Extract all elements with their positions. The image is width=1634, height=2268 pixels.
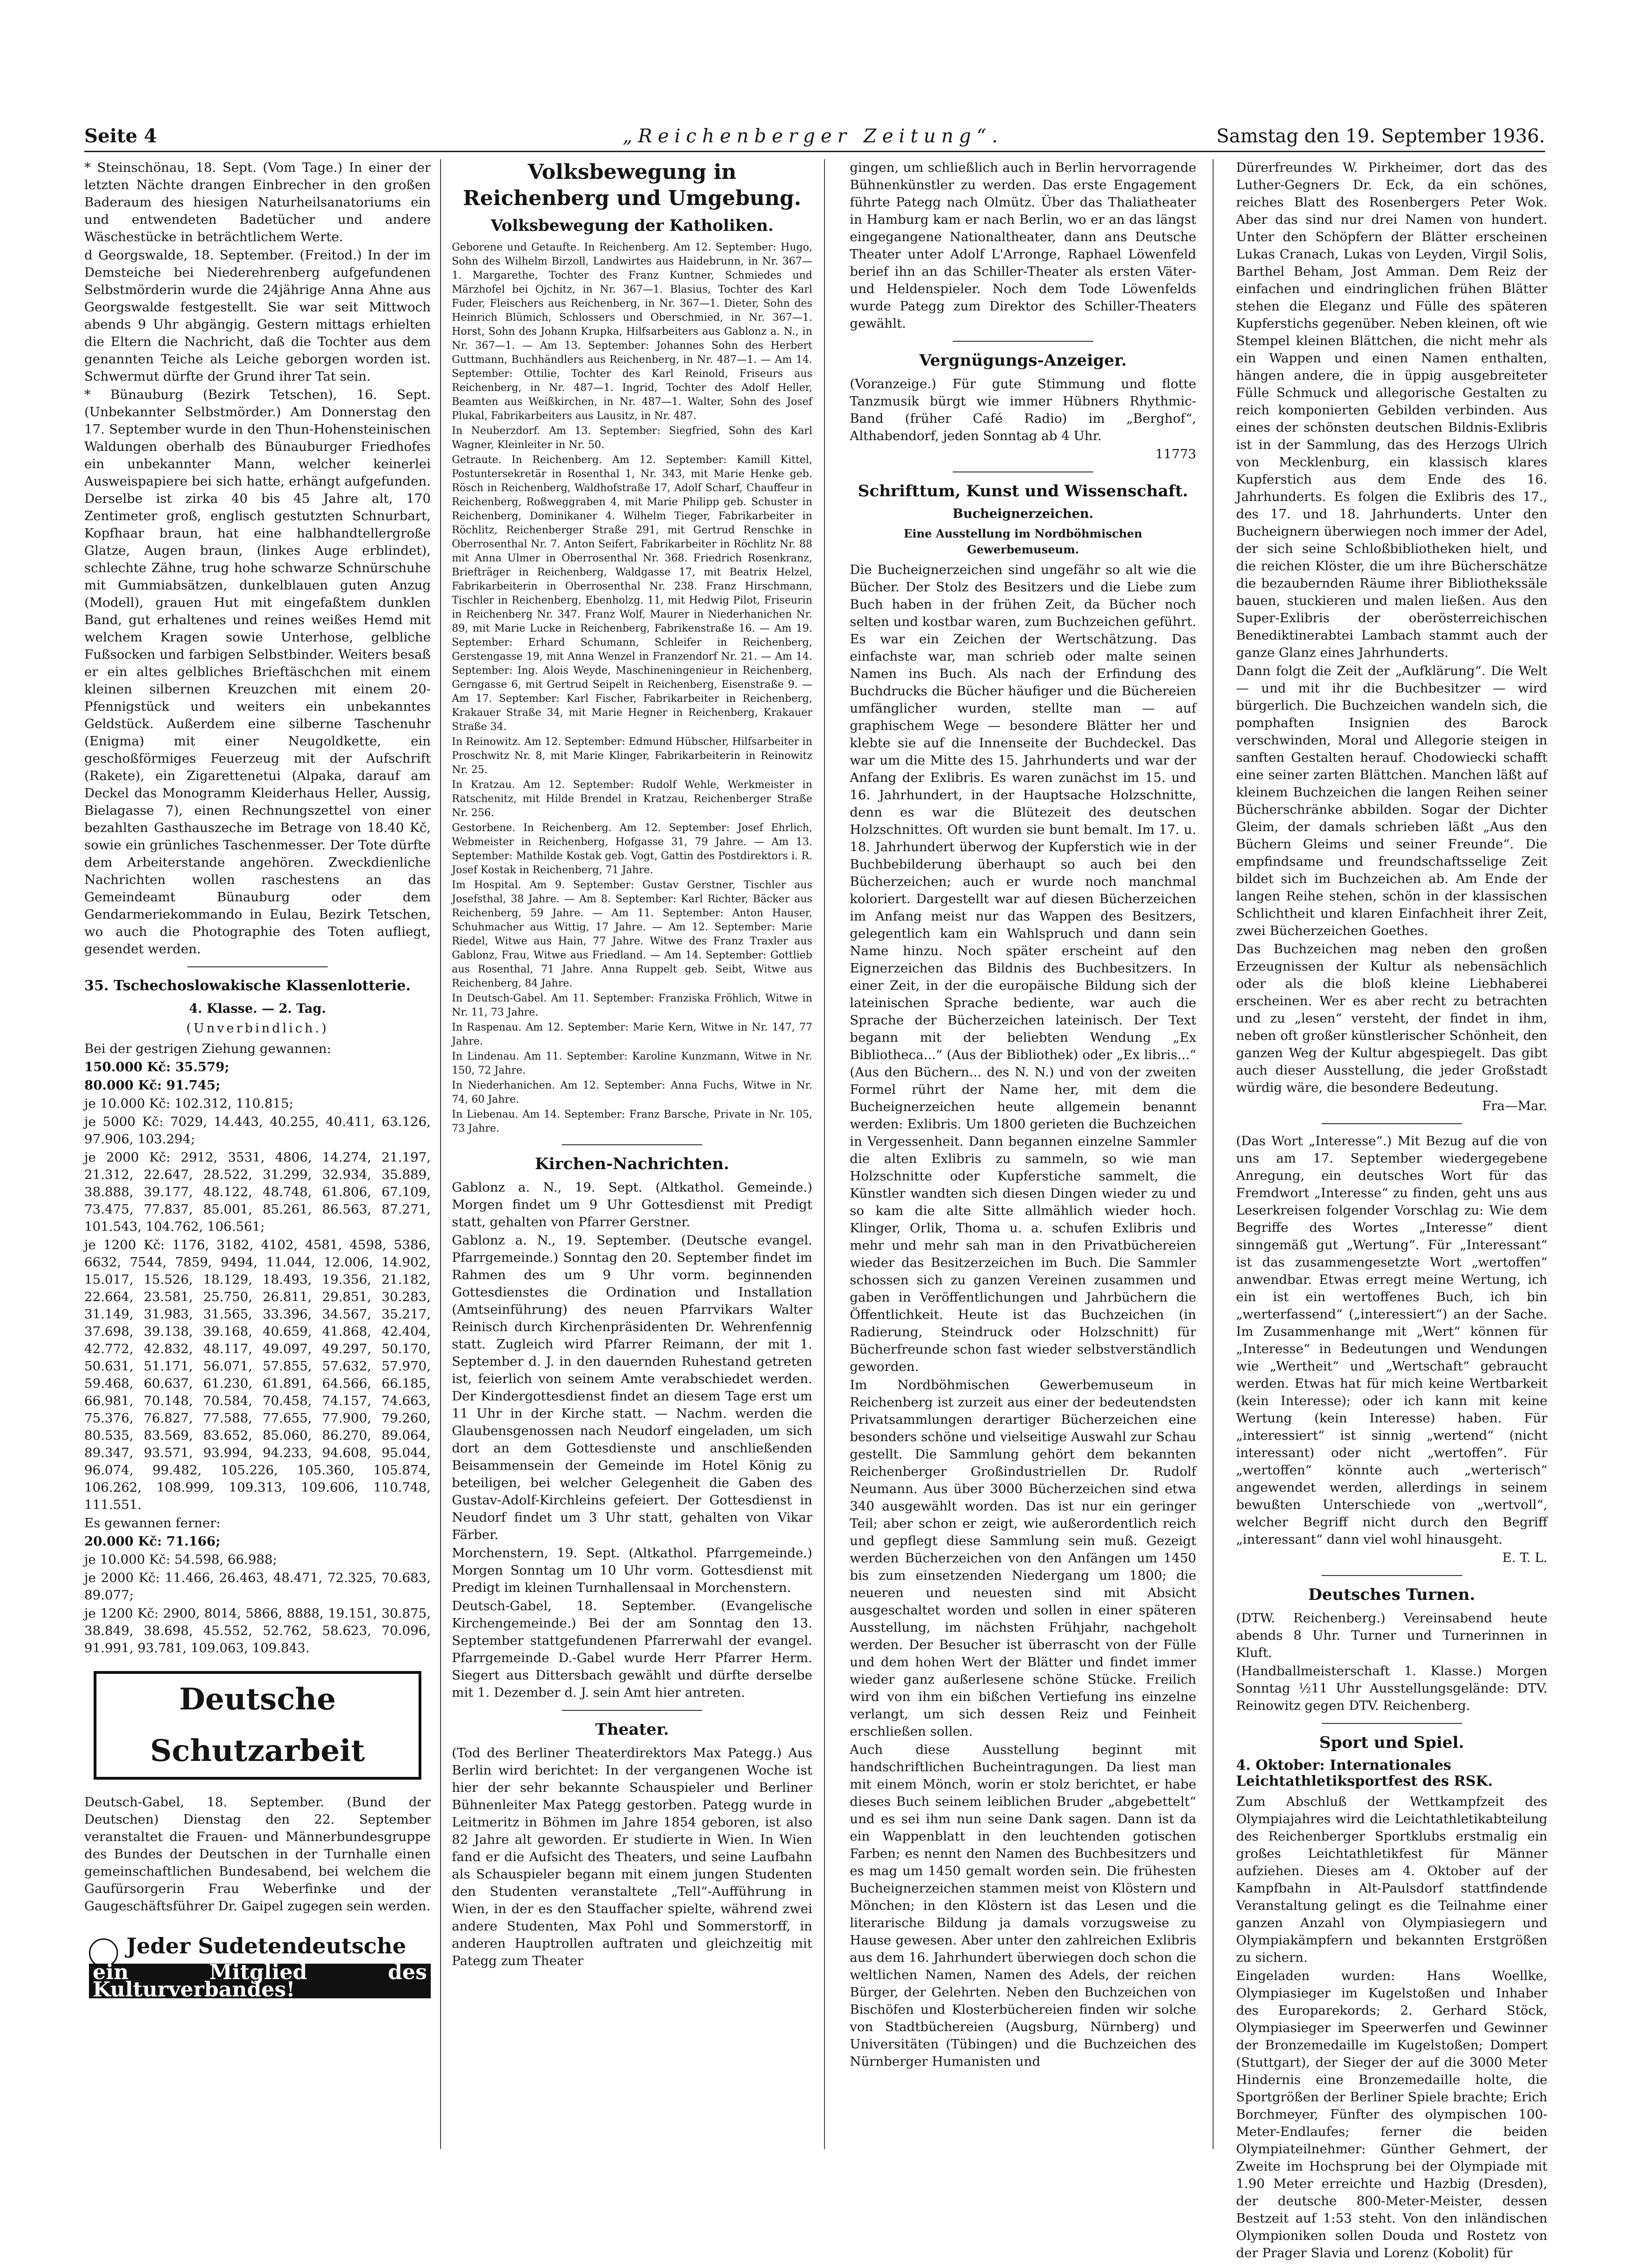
turnen-news: (Handballmeisterschaft 1. Klasse.) Morgen Sonntag ½11 Uhr Ausstellungsgelände: DTV. Reinowitz gegen DTV. Reichenberg. [1236,1664,1547,1713]
deutsche-schutzarbeit-box: Deutsche Schutzarbeit [94,1671,421,1780]
church-news: Gablonz a. N., 19. Sept. (Altkathol. Gemeinde.) Morgen findet um 9 Uhr Gottesdienst mit Predigt statt, gehalten von Pfarrer Gerstner. [452,1180,812,1230]
separator [562,1710,702,1711]
vital-records: Gestorbene. In Reichenberg. Am 12. September: Josef Ehrlich, Webmeister in Reichenberg, Hofgasse 31, 79 Jahre. — Am 13. September: Mathilde Kostak geb. Vogt, Gattin des Postdirektors i. R. Josef Kostak in Reichenberg, 71 Jahre. [452,822,812,876]
church-news: Gablonz a. N., 19. September. (Deutsche evangel. Pfarrgemeinde.) Sonntag den 20. September findet im Rahmen des um 9 Uhr vorm. beginnenden Gottesdienstes die Ordination und Installation (Amtseinführung) des neuen Pfarrvikars Walter Reinisch durch Kirchenpräsidenten Dr. Wehrenfennig statt. Zugleich wird Pfarrer Reimann, der mit 1. September d. J. in den dauernden Ruhestand getreten ist, feierlich von seinem Amte verabschiedet werden. Der Kindergottesdienst findet an diesem Tage erst um 11 Uhr in der Kirche statt. — Nachm. werden die Glaubensgenossen nach Neudorf eingeladen, um sich dort an dem Gottesdienste und anschließenden Beisammensein der Gemeinde im Hotel König zu beteiligen, bei welcher Gelegenheit die Gaben des Gustav-Adolf-Kirchleins gefeiert. Der Gottesdienst in Neudorf findet um 3 Uhr statt, gehalten von Vikar Färber. [452,1233,812,1542]
page-number: Seite 4 [84,125,157,147]
vital-records: In Raspenau. Am 12. September: Marie Kern, Witwe in Nr. 147, 77 Jahre. [452,1022,812,1047]
kulturverband-banner [84,1933,431,2002]
vital-records: Getraute. In Reichenberg. Am 12. September: Kamill Kittel, Postuntersekretär in Rosenthal 1, Nr. 343, mit Marie Henke geb. Rösch in Reichenberg, Waldhofstraße 17, Adolf Scharf, Chauffeur in Reichenberg, Roßweggraben 4, mit Marie Philipp geb. Schuster in Reichenberg, Dominikaner 4. Wilhelm Tieger, Fabrikarbeiter in Röchlitz, Reichenberger Straße 291, mit Gertrud Renschke in Oberrosenthal Nr. 7. Anton Seifert, Fabrikarbeiter in Röchlitz Nr. 88 mit Anna Ulmer in Oberrosenthal Nr. 368. Friedrich Rosenkranz, Briefträger in Reichenberg, Waldgasse 17, mit Beatrix Helzel, Fabrikarbeiterin in Oberrosenthal Nr. 238. Franz Hirschmann, Tischler in Reichenberg, Ebenholzg. 11, mit Hedwig Pilot, Friseurin in Reichenberg Nr. 347. Franz Wolf, Maurer in Niederhanichen Nr. 89, mit Marie Lucke in Reichenberg, Fabrikenstraße 16. — Am 19. September: Erhard Schumann, Schleifer in Reichenberg, Gerstengasse 19, mit Anna Wenzel in Franzendorf Nr. 21. — Am 14. September: Ing. Alois Weyde, Maschineningenieur in Reichenberg, Gerngasse 6, mit Gertrud Seipelt in Reichenberg, Eisenstraße 9. — Am 17. September: Karl Fischer, Fabrikarbeiter in Reichenberg, Krakauer Straße 34, mit Marie Hegner in Reichenberg, Krakauer Straße 34. [452,454,812,733]
column-3 [850,159,1196,2071]
section-title-sport: Sport und Spiel. [1319,1733,1465,1752]
theater-article: (Tod des Berliner Theaterdirektors Max Pategg.) Aus Berlin wird berichtet: In der vergangenen Woche ist hier der sehr bekannte Schauspieler und Berliner Bühnenleiter Max Pategg gestorben. Pategg wurde in Leitmeritz in Böhmen im Jahre 1854 geboren, ist also 82 Jahre alt geworden. Er studierte in Wien. In Wien fand er die Aufsicht des Theaters, und seine Laufbahn als Schauspieler begann mit einem jungen Studenten den Studenten veranstaltete „Tell“-Aufführung in Wien, in der es den Stauffacher spielte, während zwei andere Studenten, Max Pohl und Sommerstorff, in anderen Hauptrollen auftraten und gleichzeitig mit Pategg zum Theater [452,1745,812,1968]
turnen-news: (DTW. Reichenberg.) Vereinsabend heute abends 8 Uhr. Turner und Turnerinnen in Kluft. [1236,1611,1547,1660]
vital-records: Geborene und Getaufte. In Reichenberg. Am 12. September: Hugo, Sohn des Wilhelm Birzoll, Landwirtes aus Haidebrunn, in Nr. 367—1. Margarethe, Tochter des Franz Kuntner, Schmiedes und Märzhofel bei Ojchitz, in Nr. 367—1. Blasius, Tochter des Karl Fuder, Fleischers aus Reichenberg, in Nr. 367—1. Dieter, Sohn des Heinrich Blümich, Schlossers und Oberschmied, in Nr. 367—1. Horst, Sohn des Johann Krupka, Hilfsarbeiters aus Gablonz a. N., in Nr. 367—1. — Am 13. September: Johannes Sohn des Herbert Guttmann, Buchhändlers aus Reichenberg, in Nr. 487—1. — Am 14. September: Ottilie, Tochter des Karl Reinold, Friseurs aus Reichenberg, in Nr. 487—1. Ingrid, Tochter des Adolf Heller, Beamten aus Weißkirchen, in Nr. 487—1. Walter, Sohn des Josef Plukal, Fabrikarbeiters aus Lausitz, in Nr. 487. [452,242,812,422]
banner-line-2: ein Mitglied des Kulturverbandes! [89,1964,431,1998]
lottery-intro: Bei der gestrigen Ziehung gewannen: [84,1041,331,1056]
column-2 [452,159,812,1971]
article-paragraph: Die Bucheignerzeichen sind ungefähr so alt wie die Bücher. Der Stolz des Besitzers und die Liebe zum Buch haben in der frühen Zeit, da Bücher noch selten und kostbar waren, zum Buchzeichen geführt. Es war ein Zeichen der Wertschätzung. Das einfachste war, man schrieb oder malte seinen Namen ins Buch. Als nach der Erfindung des Buchdrucks die Bücher häufiger und die Büchereien umfänglicher wurden, stellte man — auf graphischem Wege — besondere Blätter her und klebte sie auf die Innenseite der Buchdeckel. Das war um die Mitte des 15. Jahrhunderts und war der Anfang der Exlibris. Es waren zunächst im 15. und 16. Jahrhundert, in der Hauptsache Holzschnitte, denn es war die Blütezeit des deutschen Holzschnittes. Oft wurden sie bunt bemalt. Im 17. u. 18. Jahrhundert überwog der Kupferstich wie in der Buchbebilderung überhaupt so auch bei den Bücherzeichen; auch er wurde noch manchmal koloriert. Dargestellt war auf diesen Bücherzeichen im Anfang meist nur das Wappen des Besitzers, gelegentlich kam ein Wahlspruch und dann sein Name hinzu. Noch später erscheint auf den Eignerzeichen das Bildnis des Buchbesitzers. In einer Zeit, in der die europäische Bildung sich der lateinischen Sprache bediente, war auch die Sprache der Bücherzeichen lateinisch. Der Text begann mit der beliebten Wendung „Ex Bibliotheca...“ (Aus der Bibliothek) oder „Ex libris...“ (Aus den Büchern... des N. N.) und von der zweiten Formel rührt der Name her, mit dem die Bucheignerzeichen heute allgemein benannt werden: Exlibris. Um 1800 gerieten die Buchzeichen in Vergessenheit. Dann begannen einzelne Sammler die alten Exlibris zu sammeln, so wie man Holzschnitte oder Kupferstiche sammelt, die Künstler wandten sich diesen Dingen wieder zu und so kam die alte Sitte allmählich wieder hoch. Klinger, Orlik, Thoma u. a. schufen Exlibris und mehr und mehr sah man in den Privatbüchereien wieder das Besitzerzeichen im Buch. Die Sammler schossen sich zu ganzen Vereinen zusammen und gaben in Veröffentlichungen und Jahrbüchern die Öffentlichkeit. Heute ist das Buchzeichen (in Radierung, Steindruck oder Holzschnitt) für Bücherfreunde schon fast wieder selbstverständlich geworden. [850,562,1196,1374]
article-buenauburg: * Bünauburg (Bezirk Tetschen), 16. Sept. (Unbekannter Selbstmörder.) Am Donnerstag den 17. September wurde in den Thun-Hohensteinischen Waldungen oberhalb des Bünauburger Friedhofes ein unbekannter Mann, welcher keinerlei Ausweispapiere bei sich hatte, erhängt aufgefunden. Derselbe ist zirka 40 bis 45 Jahre alt, 170 Zentimeter groß, englisch gestutzten Schnurbart, Kopfhaar braun, hat eine halbhandtellergroße Glatze, Augen braun, (linkes Auge erblindet), schlechte Zähne, trug hohe schwarze Schnürschuhe mit Gummiabsätzen, dunkelblauen guten Anzug (Modell), grauen Hut mit eingefaßtem dunklen Band, gut erhaltenes und reines weißes Hemd mit welchem Kragen sowie Unterhose, gelbliche Fußsocken und farbigen Selbstbinder. Weiters besaß er ein altes gelbliches Brieftäschchen mit einem kleinen silbernen Kreuzchen mit einem 20-Pfennigstück und weiters ein unbekanntes Geldstück. Außerdem eine silberne Taschenuhr (Enigma) mit einer Neugoldkette, ein geschoßförmiges Feuerzeug mit der Aufschrift (Rakete), ein Zigarettenetui (Alpaka, darauf am Deckel das Monogramm Kleiderhaus Heller, Aussig, Bielagasse 7), einen Rechnungszettel von einer bezahlten Gasthauszeche im Betrage von 18.40 Kč, sowie ein grünliches Taschenmesser. Der Tote dürfte dem Arbeiterstande angehören. Zweckdienliche Nachrichten wollen raschestens an das Gemeindeamt Bünauburg oder dem Gendarmeriekommando in Eulau, Bezirk Tetschen, wo auch die Photographie des Toten aufliegt, gesendet werden. [84,387,431,957]
section-title-vergnuegungen: Vergnügungs-Anzeiger. [919,351,1127,370]
banner-line-1: Jeder Sudetendeutsche [126,1933,406,1959]
lottery-line: je 2000 Kč: 11.466, 26.463, 48.471, 72.325, 70.683, 89.077; [84,1570,431,1603]
article-wort-interesse: (Das Wort „Interesse“.) Mit Bezug auf die von uns am 17. September wiedergegebene Anregung, ein deutsches Wort für das Fremdwort „Interesse“ zu finden, geht uns aus Leserkreisen folgender Vorschlag zu: Wie dem Begriffe des Wortes „Interesse“ dient sinngemäß gut „Wertung“. Für „Interessant“ ist das zusammengesetzte Wort „wertoffen“ anwendbar. Etwas erregt meine Wertung, ich ein ist ein wertoffenes Buch, ich bin „werterfassend“ („interessiert“) an der Sache. Im Zusammenhange mit „Wert“ können für „Interesse“ in Bedeutungen und Wendungen wie „Wertheit“ und „Wertschaft“ gebraucht werden. Etwas hat für mich keine Wertbarkeit (kein Interesse); oder ich kann mit keine Wertung (kein Interesse) haben. Für „interessiert“ ist sinnig „wertend“ (nicht interessant) oder nicht „wertoffen“. Für „wertoffen“ könnte auch „werterisch“ angewendet werden, allerdings in seinem bewußten Unterschiede von „wertvoll“, welcher Begriff nicht durch den Begriff „interessant“ dann viel wohl hinausgeht. [1236,1134,1547,1547]
section-title-volksbewegung: Volksbewegung in Reichenberg und Umgebung. [463,160,802,210]
article-paragraph: Dürerfreundes W. Pirkheimer, dort das des Luther-Gegners Dr. Eck, da ein schönes, reiches Blatt des Rosenbergers Peter Wok. Aber das sind nur drei Namen von hundert. Unter den Schöpfern der Blätter erscheinen Lukas Cranach, Lukas von Leyden, Virgil Solis, Barthel Beham, Jost Amman. Dem Reiz der einfachen und eindringlichen frühen Blätter stehen die Eleganz und Fülle des späteren Kupferstichs gegenüber. Neben kleinen, oft wie Stempel kleinen Blättchen, die nicht mehr als ein Wappen und einen Namen enthalten, hängen andere, die in üppig ausgebreiteter Fülle Schmuck und allegorische Gestalten zu reich komponierten Gebilden verbinden. Aus eines der schönsten deutschen Bildnis-Exlibris ist in der Sammlung, das des Herzogs Ulrich von Mecklenburg, ein klassisch klares Kupferstich aus dem Ende des 16. Jahrhunderts. Es folgen die Exlibris des 17., des 17. und 18. Jahrhunderts. Unter den Bucheignern überwiegen noch immer der Adel, der sich seine Schloßbibliotheken hielt, und die reichen Klöster, die um ihre Bücherschätze die bezaubernden Räume ihrer Bibliothekssäle bauen, stuckieren und malen ließen. Aus den Super-Exlibris der oberösterreichischen Benediktinerabtei Lambach stammt auch der ganze Glanz eines Jahrhunderts. [1236,160,1547,660]
separator [1322,1123,1462,1124]
column-rule [824,159,825,2149]
article-subtitle: Eine Ausstellung im Nordböhmischen Gewerbemuseum. [904,527,1142,556]
article-steinschoenau: * Steinschönau, 18. Sept. (Vom Tage.) In einer der letzten Nächte drangen Einbrecher in den großen Baderaum des hiesigen Naturheilsanatoriums ein und entwendeten Badetücher und andere Wäschestücke in beträchtlichem Werte. [84,160,431,244]
church-news: Morchenstern, 19. Sept. (Altkathol. Pfarrgemeinde.) Morgen Sonntag um 10 Uhr vorm. Gottesdienst mit Predigt im kleinen Turnhallensaal in Morchenstern. [452,1546,812,1595]
article-paragraph: Auch diese Ausstellung beginnt mit handschriftlichen Bucheintragungen. Da liest man mit einem Mönch, worin er stolz berichtet, er habe dieses Buch seinem leiblichen Bruder „abgebettelt“ und es sei ihm nun seine Dank sagen. Dann ist da ein Wappenblatt in den leuchtenden gotischen Farben; es nennt den Namen des Buchbesitzers und es mag um 1450 gemalt worden sein. Die frühesten Bucheignerzeichen stammen meist von Klöstern und Mönchen; in den Klöstern ist das Lesen und die literarische Bildung ja damals vorzugsweise zu Hause gewesen. Aber unter den zahlreichen Exlibris aus dem 16. Jahrhundert überwiegen doch schon die weltlichen Namen, Namen des Adels, der reichen Bürger, der Gelehrten. Neben den Buchzeichen von Bischöfen und Klosterbüchereien finden wir solche von Stadtbüchereien (Augsburg, Nürnberg) und Universitäten (Tübingen) und die Buchzeichen des Nürnberger Humanisten und [850,1742,1196,2069]
separator [1322,1723,1462,1724]
church-news: Deutsch-Gabel, 18. September. (Evangelische Kirchengemeinde.) Bei der am Sonntag den 13. September stattgefundenen Pfarrerwahl der evangel. Pfarrgemeinde D.-Gabel wurde Herr Pfarrer Herm. Siegert aus Dittersbach gewählt und dürfte derselbe mit 1. Dezember d. J. sein Amt hier antreten. [452,1598,812,1700]
section-title-theater: Theater. [595,1720,669,1739]
separator [187,966,328,967]
section-title-turnen: Deutsches Turnen. [1308,1585,1475,1604]
separator [1322,1575,1462,1576]
section-title-kirchen: Kirchen-Nachrichten. [535,1155,729,1173]
section-subtitle-katholiken: Volksbewegung der Katholiken. [490,216,774,235]
article-paragraph: Das Buchzeichen mag neben den großen Erzeugnissen der Kultur als nebensächlich oder als die bloß kleine Liebhaberei erscheinen. Wer es aber recht zu betrachten und zu „lesen“ versteht, der findet in ihm, neben oft großer künstlerischer Schönheit, den ganzen Weg der Kultur abgespiegelt. Das gibt auch dieser Ausstellung, die jeder Großstadt würdig wäre, die besondere Bedeutung. [1236,942,1547,1095]
vital-records: In Lindenau. Am 11. September: Karoline Kunzmann, Witwe in Nr. 150, 72 Jahre. [452,1051,812,1076]
lottery-line: 150.000 Kč: 35.579; [84,1060,229,1075]
article-signature: E. T. L. [1502,1550,1547,1565]
sport-paragraph: Zum Abschluß der Wettkampfzeit des Olympiajahres wird die Leichtathletikabteilung des Reichenberger Sportklubs erstmalig ein großes Leichtathletikfest für Männer aufziehen. Dieses am 4. Oktober auf der Kampfbahn in Alt-Paulsdorf stattfindende Veranstaltung gelingt es die Teilnahme einer ganzen Anzahl von Olympiasiegern und Olympiakämpfern und bekannten Erstgrößen zu sichern. [1236,1794,1547,1965]
lottery-line: Es gewannen ferner: [84,1516,221,1531]
lottery-line: je 10.000 Kč: 102.312, 110.815; [84,1096,294,1111]
vital-records: Im Hospital. Am 9. September: Gustav Gerstner, Tischler aus Josefsthal, 38 Jahre. — Am 8. September: Karl Richter, Bäcker aus Reichenberg, 59 Jahre. — Am 11. September: Anton Hauser, Schuhmacher aus Wittig, 17 Jahre. — Am 12. September: Marie Riedel, Witwe aus Hain, 77 Jahre. Witwe des Franz Traxler aus Gablonz, Frau, Witwe aus Friedland. — Am 14. September: Gottlieb aus Rosenthal, 71 Jahre. Anna Ruppelt geb. Seibt, Witwe aus Reichenberg, 84 Jahre. [452,879,812,989]
vital-records: In Reinowitz. Am 12. September: Edmund Hübscher, Hilfsarbeiter in Proschwitz Nr. 8, mit Marie Klinger, Fabrikarbeiterin in Reinowitz Nr. 25. [452,736,812,776]
sport-headline: 4. Oktober: Internationales Leichtathletiksportfest des RSK. [1236,1757,1493,1789]
column-rule [440,159,441,2149]
lottery-line: je 5000 Kč: 7029, 14.443, 40.255, 40.411, 63.126, 97.906, 103.294; [84,1114,431,1147]
page-header [84,123,1545,152]
theater-article-continued: gingen, um schließlich auch in Berlin hervorragende Bühnenkünstler zu werden. Das erste Engagement führte Pategg nach Olmütz. Über das Thaliatheater in Hamburg kam er nach Berlin, wo er an das längst eingegangene Nationaltheater, dann ans Deutsche Theater unter Adolf L'Arronge, Raphael Löwenfeld berief ihn an das Schiller-Theater als ersten Väter- und Heldenspieler. Noch dem Tode Löwenfelds wurde Pategg zum Direktor des Schiller-Theaters gewählt. [850,160,1196,331]
announcement: (Voranzeige.) Für gute Stimmung und flotte Tanzmusik bürgt wie immer Hübners Rhythmic-Band (früher Café Radio) im „Berghof“, Althabendorf, jeden Sonntag ab 4 Uhr. [850,376,1196,443]
issue-date: Samstag den 19. September 1936. [1216,125,1545,147]
lottery-line: je 1200 Kč: 2900, 8014, 5866, 8888, 19.151, 30.875, 38.849, 38.698, 45.552, 52.762, 58.623, 70.096, 91.991, 93.781, 109.063, 109.843. [84,1606,431,1656]
lottery-subtitle: 4. Klasse. — 2. Tag. [189,1001,326,1016]
column-rule [1213,159,1214,2149]
newspaper-title: „Reichenberger Zeitung“. [623,125,1004,147]
vital-records: In Neuberzdorf. Am 13. September: Siegfried, Sohn des Karl Wagner, Kleinleiter in Nr. 50. [452,425,812,451]
sport-paragraph: Eingeladen wurden: Hans Woellke, Olympiasieger im Kugelstoßen und Inhaber des Europarekords; 2. Gerhard Stöck, Olympiasieger im Speerwerfen und Gewinner der Bronzemedaille im Kugelstoßen; Dompert (Stuttgart), der Sieger der auf die 3000 Meter Hindernis eine Bronzemedaille holte, die Sportgrößen der Berliner Spiele brachte; Erich Borchmeyer, Fünfter des olympischen 100-Meter-Endlaufes; ferner die beiden Olympiateilnehmer: Günther Gehmert, der Zweite im Hochsprung bei der Olympiade mit 1.90 Meter erreichte und Hazbig (Dresden), der deutsche 800-Meter-Meister, dessen Bestzeit auf 1:53 steht. Von den inländischen Olympioniken sollen Douda und Rostetz von der Prager Slavia und Lorenz (Kobolit) für [1236,1968,1547,2261]
lottery-title: 35. Tschechoslowakische Klassenlotterie. [84,978,411,994]
separator [953,471,1093,472]
vital-records: In Liebenau. Am 14. September: Franz Barsche, Private in Nr. 105, 73 Jahre. [452,1109,812,1134]
vital-records: In Deutsch-Gabel. Am 11. September: Franziska Fröhlich, Witwe in Nr. 11, 73 Jahre. [452,993,812,1018]
article-title-bucheignerzeichen: Bucheignerzeichen. [952,507,1094,521]
lottery-line: 20.000 Kč: 71.166; [84,1534,221,1549]
article-signature: Fra—Mar. [1482,1098,1547,1113]
article-paragraph: Im Nordböhmischen Gewerbemuseum in Reichenberg ist zurzeit aus einer der bedeutendsten Privatsammlungen derartiger Bücherzeichen eine besonders schöne und vielseitige Auswahl zur Schau gestellt. Die Sammlung gehört dem bekannten Reichenberger Großindustriellen Dr. Rudolf Neumann. Aus über 3000 Bücherzeichen sind etwa 340 ausgewählt worden. Das ist nur ein geringer Teil; aber schon er zeigt, wie außerordentlich reich und gepflegt diese Sammlung sein muß. Gezeigt werden Bücherzeichen von den Anfängen um 1450 bis zum einsetzenden Niedergang um 1800; die neueren und neuesten sind mit Absicht ausgeschaltet worden und sollen in einer späteren Ausstellung, im nächsten Frühjahr, nachgeholt werden. Der Besucher ist überrascht von der Fülle und dem hohen Wert der Blätter und findet immer wieder ganz außerlesene schöne Stücke. Freilich wird von ihm ein bißchen Vertiefung ins einzelne verlangt, um sich dessen Reiz und Feinheit erschließen sollen. [850,1377,1196,1739]
lottery-line: je 1200 Kč: 1176, 3182, 4102, 4581, 4598, 5386, 6632, 7544, 7859, 9494, 11.044, 12.006, 14.902, 15.017, 15.526, 18.129, 18.493, 19.356, 21.182, 22.664, 23.581, 25.750, 26.811, 29.851, 30.283, 31.149, 31.983, 31.565, 33.396, 34.567, 35.217, 37.698, 39.138, 39.168, 40.659, 41.868, 42.404, 42.772, 42.832, 48.117, 49.097, 49.297, 50.170, 50.631, 51.171, 56.071, 57.855, 57.632, 57.970, 59.468, 60.637, 61.230, 61.891, 64.566, 66.185, 66.981, 70.148, 70.584, 70.458, 74.157, 74.663, 75.376, 76.827, 77.588, 77.655, 77.900, 79.260, 80.535, 83.569, 83.652, 85.060, 86.270, 89.064, 89.347, 93.571, 93.994, 94.233, 94.608, 95.044, 96.074, 99.482, 105.226, 105.360, 105.874, 106.262, 108.999, 109.313, 109.606, 110.748, 111.551. [84,1237,431,1512]
article-paragraph: Dann folgt die Zeit der „Aufklärung“. Die Welt — und mit ihr die Buchbesitzer — wird bürgerlich. Die Buchzeichen wandeln sich, die pomphaften Insignien des Barock verschwinden, Moral und Allegorie steigen in sanften Gestalten herauf. Chodowiecki schafft eine seiner zarten Blättchen. Manchen läßt auf kleinem Buchzeichen die langen Reihen seiner Bücherschränke abbilden. Sogar der Dichter Gleim, der damals schrieben läßt „Aus den Büchern Gleims und seiner Freunde“. Die empfindsame und freundschaftsselige Zeit bildet sich im Buchzeichen ab. Am Ende der langen Reihe stehen, schön in der klassischen Schlichtheit und klaren Einfachheit ihrer Zeit, zwei Bücherzeichen Goethes. [1236,663,1547,938]
lottery-line: 80.000 Kč: 91.745; [84,1078,221,1093]
lottery-line: je 10.000 Kč: 54.598, 66.988; [84,1552,277,1567]
article-deutsch-gabel: Deutsch-Gabel, 18. September. (Bund der Deutschen) Dienstag den 22. September veranstaltet die Frauen- und Männerbundesgruppe des Bundes der Deutschen in der Turnhalle einen gemeinschaftlichen Bundesabend, bei welchem die Gaufürsorgerin Frau Weberfinke und der Gaugeschäftsführer Dr. Gaipel zugegen sein werden. [84,1795,431,1914]
column-1 [84,159,431,2002]
column-4 [1236,159,1547,2263]
vital-records: In Kratzau. Am 12. September: Rudolf Wehle, Werkmeister in Ratschenitz, mit Hilde Brendel in Kratzau, Reichenberger Straße Nr. 256. [452,779,812,819]
lottery-line: je 2000 Kč: 2912, 3531, 4806, 14.274, 21.197, 21.312, 22.647, 28.522, 31.299, 32.934, 35.889, 38.888, 39.177, 48.122, 48.748, 61.806, 67.109, 73.475, 77.837, 85.001, 85.261, 86.563, 87.271, 101.543, 104.762, 106.561; [84,1150,431,1234]
lottery-note: (Unverbindlich.) [186,1021,329,1036]
separator [562,1144,702,1145]
ad-number: 11773 [1155,447,1196,462]
article-georgswalde: d Georgswalde, 18. September. (Freitod.) In der im Demsteiche bei Niederehrenberg aufgefundenen Selbstmörderin wurde die 24jährige Anna Ahne aus Georgswalde festgestellt. Sie war seit Mittwoch abends 9 Uhr abgängig. Gestern mittags erhielten die Eltern die Nachricht, daß die Tochter aus dem genannten Teiche als Leiche geborgen worden ist. Schwermut dürfte der Grund ihrer Tat sein. [84,248,431,384]
vital-records: In Niederhanichen. Am 12. September: Anna Fuchs, Witwe in Nr. 74, 60 Jahre. [452,1080,812,1105]
separator [953,341,1093,342]
section-title-schrifttum: Schrifttum, Kunst und Wissenschaft. [858,482,1188,501]
